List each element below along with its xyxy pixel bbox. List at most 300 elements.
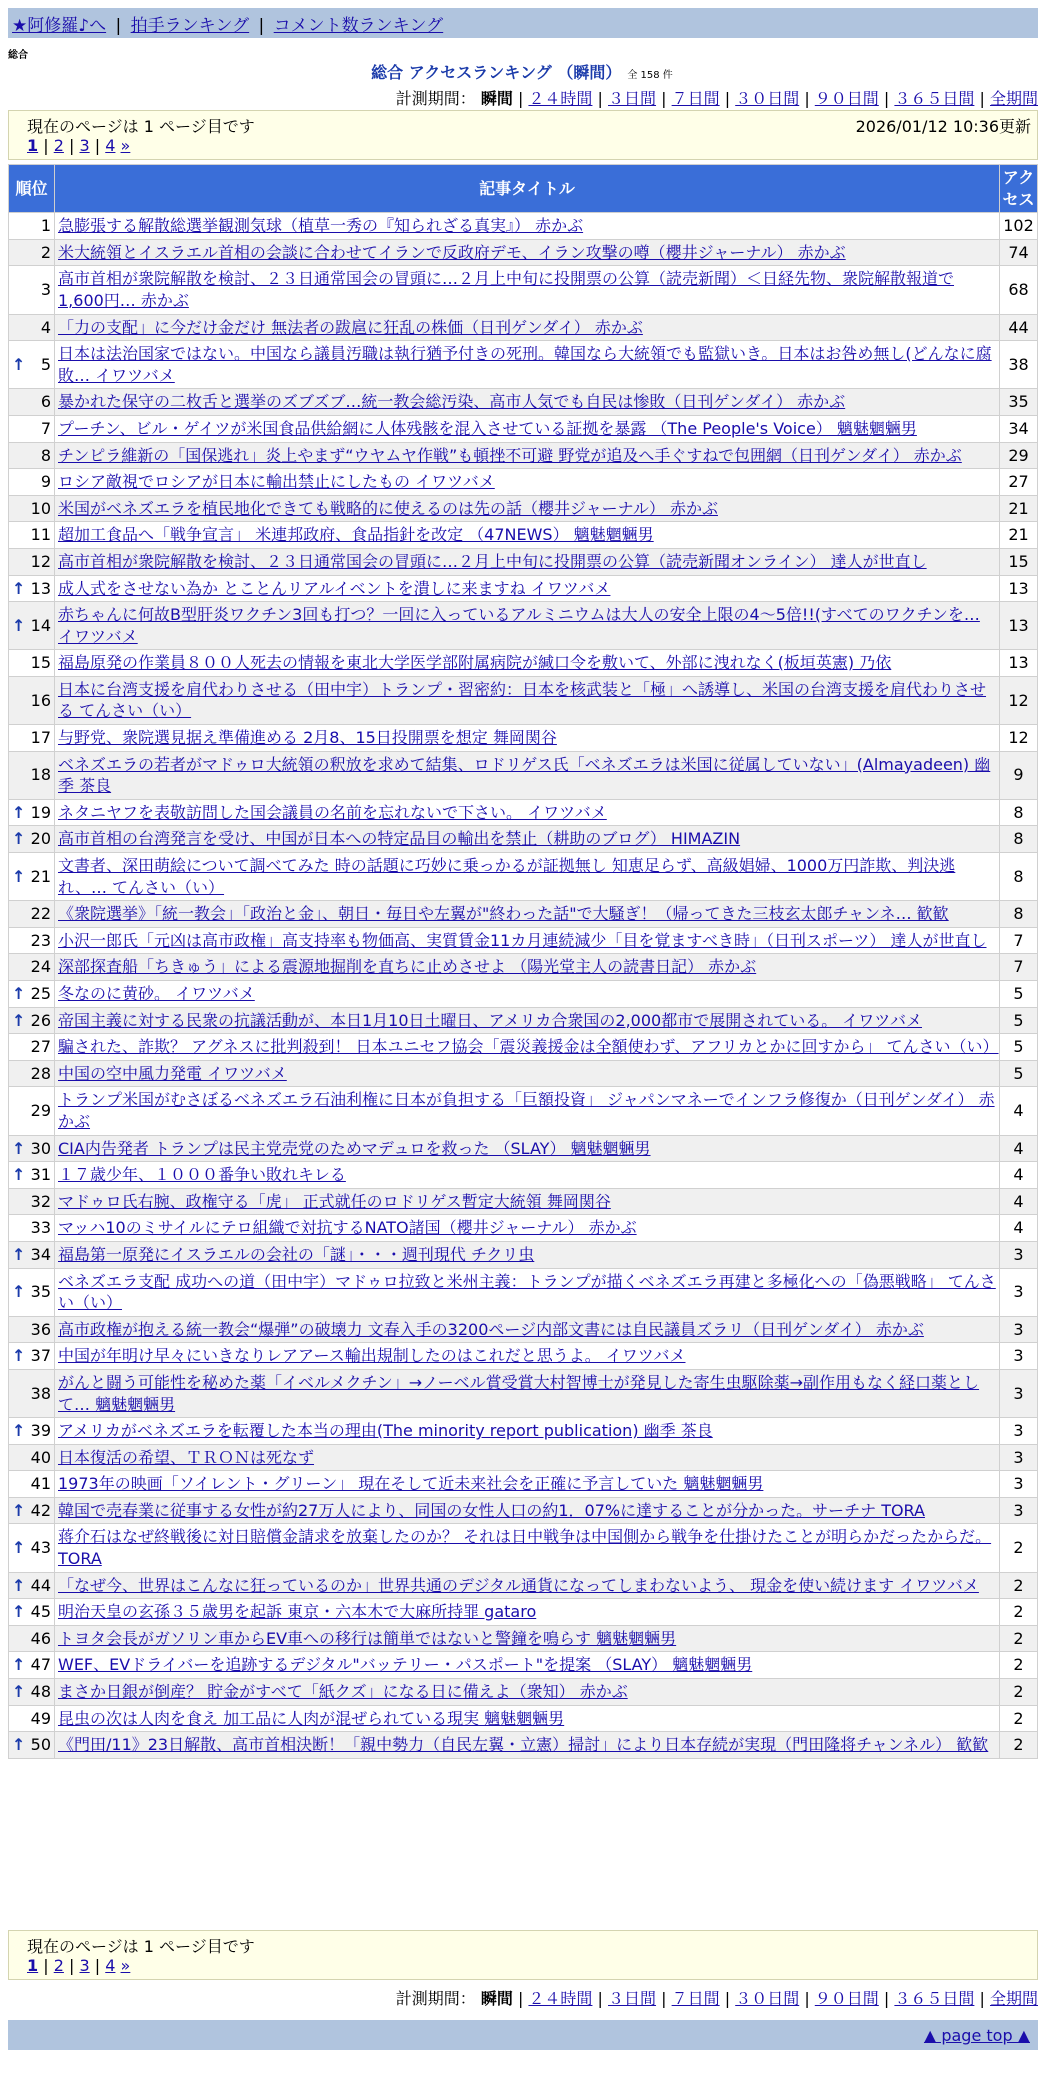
rank-cell <box>9 1268 55 1316</box>
title-cell <box>55 522 1000 549</box>
period-separator: | <box>804 1989 810 2008</box>
current-page-text: 現在のページは 1 ページ目です <box>27 117 255 136</box>
title-cell <box>55 826 1000 853</box>
title-cell <box>55 1087 1000 1135</box>
article-title-link[interactable]: 帝国主義に対する民衆の抗議活動が、本日1月10日土曜日、アメリカ合衆国の2,000都市で展開されている。 イワツバメ <box>58 1010 922 1030</box>
rank-up-arrow-icon: ↑ <box>12 1682 26 1702</box>
rank-number: 29 <box>30 1101 51 1121</box>
table-row <box>9 1060 1038 1087</box>
article-title-link[interactable]: アメリカがベネズエラを転覆した本当の理由(The minority report publication) 幽季 茶良 <box>58 1421 713 1441</box>
article-title-link[interactable]: ベネズエラ支配 成功への道（田中宇）マドゥロ拉致と米州主義：トランプが描くベネズエラ再建と多極化への「偽悪戦略」 てんさい（い） <box>58 1271 996 1313</box>
rank-cell <box>9 1732 55 1759</box>
article-title-link[interactable]: 高市政権が抱える統一教会“爆弾”の破壊力 文春入手の3200ページ内部文書には自民議員ズラリ（日刊ゲンダイ） 赤かぶ <box>58 1319 924 1339</box>
rank-cell <box>9 799 55 826</box>
top-navigation-bar <box>8 8 1038 38</box>
rank-cell <box>9 442 55 469</box>
rank-cell <box>9 522 55 549</box>
title-cell <box>55 1135 1000 1162</box>
rank-cell <box>9 266 55 314</box>
access-count: 3 <box>1000 1369 1038 1417</box>
rank-number: 20 <box>30 829 51 849</box>
table-row <box>9 1316 1038 1343</box>
title-cell <box>55 1241 1000 1268</box>
rank-number: 27 <box>30 1037 51 1057</box>
title-cell <box>55 213 1000 240</box>
access-count: 9 <box>1000 751 1038 799</box>
article-title-link[interactable]: 騙された、詐欺？ アグネスに批判殺到！ 日本ユニセフ協会「震災義援金は全額使わず、アフリカとかに回すから」 てんさい（い） <box>58 1037 999 1057</box>
period-3d-link[interactable]: ３日間 <box>608 1989 657 2008</box>
rank-number: 7 <box>40 418 51 438</box>
article-title-link[interactable]: 高市首相が衆院解散を検討、２３日通常国会の冒頭に…２月上中旬に投開票の公算（読売新聞）＜日経先物、衆院解散報道で1,600円… 赤かぶ <box>58 269 955 310</box>
rank-cell <box>9 1444 55 1471</box>
rank-number: 40 <box>30 1447 51 1467</box>
article-title-link[interactable]: 高市首相の台湾発言を受け、中国が日本への特定品目の輸出を禁止（耕助のブログ） HIMAZIN <box>58 829 741 849</box>
period-selector-bottom <box>396 1986 1038 2009</box>
rank-number: 12 <box>30 551 51 571</box>
page-link-4[interactable]: 4 <box>105 1956 116 1975</box>
period-separator: | <box>804 89 810 108</box>
access-count: 5 <box>1000 1007 1038 1034</box>
article-title-link[interactable]: １７歳少年、１０００番争い敗れキレる <box>58 1165 346 1185</box>
access-count: 3 <box>1000 1343 1038 1370</box>
table-row <box>9 1188 1038 1215</box>
title-cell <box>55 314 1000 341</box>
period-separator: | <box>517 89 524 108</box>
article-title-link[interactable]: がんと闘う可能性を秘めた薬「イベルメクチン」→ノーベル賞受賞大村智博士が発見した寄生虫駆除薬→副作用もなく経口薬として… 魑魅魍魎男 <box>58 1372 980 1414</box>
rank-number: 2 <box>40 242 51 262</box>
period-separator: | <box>517 1989 524 2008</box>
rank-number: 44 <box>30 1575 51 1595</box>
rank-number: 34 <box>30 1244 51 1264</box>
article-title-link[interactable]: 米大統領とイスラエル首相の会談に合わせてイランで反政府デモ、イラン攻撃の噂（櫻井ジャーナル） 赤かぶ <box>58 242 846 262</box>
period-365d-link[interactable]: ３６５日間 <box>894 1989 975 2008</box>
access-count: 2 <box>1000 1625 1038 1652</box>
rank-cell <box>9 725 55 752</box>
rank-cell <box>9 954 55 981</box>
article-title-link[interactable]: 「力の支配」に今だけ金だけ 無法者の跋扈に狂乱の株価（日刊ゲンダイ） 赤かぶ <box>58 317 643 337</box>
page-top-link[interactable]: ▲ page top ▲ <box>923 2026 1030 2045</box>
access-count: 7 <box>1000 927 1038 954</box>
table-row <box>9 389 1038 416</box>
title-cell <box>55 1060 1000 1087</box>
rank-cell <box>9 341 55 389</box>
rank-cell <box>9 1087 55 1135</box>
header-rank: 順位 <box>9 165 55 213</box>
ranking-table <box>8 164 1038 1759</box>
access-count: 12 <box>1000 676 1038 724</box>
rank-number: 31 <box>30 1165 51 1185</box>
title-cell <box>55 650 1000 677</box>
rank-up-arrow-icon: ↑ <box>12 1500 26 1520</box>
rank-number: 38 <box>30 1383 51 1403</box>
header-access: アクセス <box>1000 165 1038 213</box>
table-row <box>9 1162 1038 1189</box>
title-cell <box>55 1732 1000 1759</box>
table-row <box>9 751 1038 799</box>
article-title-link[interactable]: 冬なのに黄砂。 イワツバメ <box>58 984 255 1003</box>
period-separator: | <box>597 89 603 108</box>
access-count: 2 <box>1000 1679 1038 1706</box>
nav-separator: | <box>115 16 122 36</box>
period-separator: | <box>597 1989 603 2008</box>
article-title-link[interactable]: 小沢一郎氏「元凶は高市政権」高支持率も物価高、実質賃金11カ月連続減少「目を覚ますべき時」（日刊スポーツ） 達人が世直し <box>58 930 987 950</box>
page-link-2[interactable]: 2 <box>53 136 64 155</box>
page-link-3[interactable]: 3 <box>79 1956 90 1975</box>
title-cell <box>55 1471 1000 1498</box>
rank-number: 18 <box>30 765 51 785</box>
access-count: 3 <box>1000 1418 1038 1445</box>
table-row <box>9 1444 1038 1471</box>
article-title-link[interactable]: 福島原発の作業員８００人死去の情報を東北大学医学部附属病院が緘口令を敷いて、外部に洩れなく(板垣英憲) 乃依 <box>58 653 892 673</box>
article-title-link[interactable]: CIA内告発者 トランプは民主党売党のためマデュロを救った （SLAY） 魑魅魍魎男 <box>58 1138 651 1158</box>
title-cell <box>55 575 1000 602</box>
access-count: 4 <box>1000 1188 1038 1215</box>
access-count: 8 <box>1000 853 1038 901</box>
title-cell <box>55 1268 1000 1316</box>
table-row <box>9 927 1038 954</box>
access-count: 21 <box>1000 495 1038 522</box>
article-title-link[interactable]: 日本は法治国家ではない。中国なら議員汚職は執行猶予付きの死刑。韓国なら大統領でも監獄いき。日本はお咎め無し(どんなに腐敗… イワツバメ <box>58 344 992 385</box>
period-separator: | <box>979 1989 985 2008</box>
rank-cell <box>9 548 55 575</box>
title-cell <box>55 799 1000 826</box>
period-label: 計測期間： <box>395 1989 476 2008</box>
article-title-link[interactable]: 《衆院選挙》「統一教会」「政治と金」、朝日・毎日や左翼が"終わった話"で大騒ぎ！（帰ってきた三枝玄太郎チャンネ… 歓歓 <box>58 904 949 924</box>
bottom-bar <box>8 2020 1038 2050</box>
table-row <box>9 1599 1038 1626</box>
rank-up-arrow-icon: ↑ <box>12 1538 26 1558</box>
table-row <box>9 495 1038 522</box>
access-count: 8 <box>1000 799 1038 826</box>
rank-cell <box>9 469 55 496</box>
page-link-1[interactable]: 1 <box>27 1956 39 1975</box>
article-title-link[interactable]: 「なぜ今、世界はこんなに狂っているのか」世界共通のデジタル通貨になってしまわないよう、 現金を使い続けます イワツバメ <box>58 1575 979 1595</box>
article-title-link[interactable]: 韓国で売春業に従事する女性が約27万人により、同国の女性人口の約1．07%に達することが分かった。サーチナ TORA <box>58 1500 925 1520</box>
article-title-link[interactable]: 米国がベネズエラを植民地化できても戦略的に使えるのは先の話（櫻井ジャーナル） 赤かぶ <box>58 498 718 518</box>
title-cell <box>55 469 1000 496</box>
article-title-link[interactable]: 《門田/11》23日解散、高市首相決断！「親中勢力（自民左翼・立憲）掃討」により日本存続が実現（門田隆将チャンネル） 歓歓 <box>58 1735 989 1755</box>
period-current: 瞬間 <box>480 1989 513 2008</box>
access-count: 102 <box>1000 213 1038 240</box>
rank-up-arrow-icon: ↑ <box>12 1602 26 1622</box>
access-count: 44 <box>1000 314 1038 341</box>
period-30d-link[interactable]: ３０日間 <box>735 89 800 108</box>
title-cell <box>55 927 1000 954</box>
title-cell <box>55 341 1000 389</box>
pagination-separator: | <box>94 1956 101 1975</box>
rank-cell <box>9 389 55 416</box>
rank-number: 21 <box>30 866 51 886</box>
article-title-link[interactable]: ベネズエラの若者がマドゥロ大統領の釈放を求めて結集、ロドリゲス氏「ベネズエラは米国に従属していない」(Almayadeen) 幽季 茶良 <box>58 754 991 796</box>
rank-cell <box>9 1316 55 1343</box>
rank-number: 46 <box>30 1628 51 1648</box>
title-cell <box>55 1007 1000 1034</box>
rank-number: 9 <box>40 472 51 492</box>
table-row <box>9 602 1038 650</box>
access-count: 13 <box>1000 602 1038 650</box>
rank-cell <box>9 1369 55 1417</box>
next-page-link[interactable]: » <box>120 1956 131 1975</box>
rank-number: 24 <box>30 957 51 977</box>
access-count: 4 <box>1000 1087 1038 1135</box>
access-count: 8 <box>1000 901 1038 928</box>
access-count: 4 <box>1000 1162 1038 1189</box>
rank-number: 13 <box>30 578 51 598</box>
table-row <box>9 901 1038 928</box>
period-90d-link[interactable]: ９０日間 <box>814 1989 879 2008</box>
rank-number: 6 <box>40 392 51 412</box>
pagination-separator: | <box>69 136 75 155</box>
rank-up-arrow-icon: ↑ <box>12 1138 26 1158</box>
rank-cell <box>9 1241 55 1268</box>
table-row <box>9 314 1038 341</box>
article-title-link[interactable]: 暴かれた保守の二枚舌と選挙のズブズブ…統一教会総汚染、高市人気でも自民は惨敗（日刊ゲンダイ） 赤かぶ <box>58 392 846 412</box>
access-count: 68 <box>1000 266 1038 314</box>
rank-number: 19 <box>30 802 51 822</box>
period-365d-link[interactable]: ３６５日間 <box>894 89 975 108</box>
title-cell <box>55 415 1000 442</box>
table-header-row <box>9 165 1038 213</box>
table-row <box>9 522 1038 549</box>
rank-cell <box>9 575 55 602</box>
article-title-link[interactable]: 与野党、衆院選見据え準備進める 2月8、15日投開票を想定 舞岡関谷 <box>58 728 557 748</box>
table-row <box>9 954 1038 981</box>
table-row <box>9 1732 1038 1759</box>
next-page-link[interactable]: » <box>120 136 131 155</box>
table-row <box>9 442 1038 469</box>
rank-cell <box>9 314 55 341</box>
rank-number: 1 <box>40 216 51 236</box>
period-separator: | <box>661 1989 667 2008</box>
period-separator: | <box>979 89 985 108</box>
access-count: 3 <box>1000 1497 1038 1524</box>
table-row <box>9 1705 1038 1732</box>
page-link-2[interactable]: 2 <box>53 1956 64 1975</box>
table-row <box>9 725 1038 752</box>
rank-cell <box>9 927 55 954</box>
title-cell <box>55 1444 1000 1471</box>
table-row <box>9 1215 1038 1242</box>
rank-cell <box>9 650 55 677</box>
rank-cell <box>9 826 55 853</box>
article-title-link[interactable]: 文書者、深田萌絵について調べてみた 時の話題に巧妙に乗っかるが証拠無し 知恵足らず、高級娼婦、1000万円詐欺、判決逃れ、… てんさい（い） <box>58 856 956 897</box>
article-title-link[interactable]: チンピラ維新の「国保逃れ」炎上やまず“ウヤムヤ作戦”も頓挫不可避 野党が追及へ手ぐすねで包囲網（日刊ゲンダイ） 赤かぶ <box>58 445 962 465</box>
rank-number: 39 <box>30 1421 51 1441</box>
rank-number: 8 <box>40 445 51 465</box>
article-title-link[interactable]: 日本に台湾支援を肩代わりさせる（田中宇）トランプ・習密約：日本を核武装と「極」へ誘導し、米国の台湾支援を肩代わりさせる てんさい（い） <box>58 679 987 721</box>
period-90d-link[interactable]: ９０日間 <box>814 89 879 108</box>
rank-number: 42 <box>30 1500 51 1520</box>
rank-cell <box>9 239 55 266</box>
rank-up-arrow-icon: ↑ <box>12 1655 26 1675</box>
article-title-link[interactable]: マドゥロ氏右腕、政権守る「虎」 正式就任のロドリゲス暫定大統領 舞岡関谷 <box>58 1191 611 1211</box>
rank-up-arrow-icon: ↑ <box>12 1735 26 1755</box>
article-title-link[interactable]: 超加工食品へ「戦争宣言」 米連邦政府、食品指針を改定 （47NEWS） 魑魅魍魎男 <box>58 525 654 545</box>
table-row <box>9 239 1038 266</box>
rank-cell <box>9 1524 55 1572</box>
rank-cell <box>9 1679 55 1706</box>
title-cell <box>55 266 1000 314</box>
access-count: 4 <box>1000 1135 1038 1162</box>
access-count: 4 <box>1000 1215 1038 1242</box>
rank-up-arrow-icon: ↑ <box>12 1165 26 1185</box>
article-title-link[interactable]: 福島第一原発にイスラエルの会社の「謎」・・・週刊現代 チクリ虫 <box>58 1244 535 1264</box>
access-count: 3 <box>1000 1268 1038 1316</box>
access-count: 3 <box>1000 1471 1038 1498</box>
table-row <box>9 341 1038 389</box>
title-cell <box>55 1418 1000 1445</box>
article-title-link[interactable]: 深部探査船「ちきゅう」による震源地掘削を直ちに止めさせよ （陽光堂主人の読書日記） 赤かぶ <box>58 957 757 977</box>
home-link[interactable]: ★阿修羅♪へ <box>12 16 107 36</box>
article-title-link[interactable]: 日本復活の希望、ＴＲＯＮは死なず <box>58 1447 315 1467</box>
title-cell <box>55 1369 1000 1417</box>
period-all-link[interactable]: 全期間 <box>989 89 1038 108</box>
title-cell <box>55 1162 1000 1189</box>
rank-cell <box>9 1007 55 1034</box>
pagination-separator: | <box>43 136 49 155</box>
access-count: 7 <box>1000 954 1038 981</box>
period-24h-link[interactable]: ２４時間 <box>528 1989 593 2008</box>
access-count: 5 <box>1000 1034 1038 1061</box>
pagination-top <box>27 136 130 155</box>
rank-number: 10 <box>30 498 51 518</box>
title-cell <box>55 1705 1000 1732</box>
table-row <box>9 676 1038 724</box>
table-row <box>9 853 1038 901</box>
rank-number: 36 <box>30 1319 51 1339</box>
page-link-4[interactable]: 4 <box>105 136 116 155</box>
period-3d-link[interactable]: ３日間 <box>608 89 657 108</box>
title-cell <box>55 1034 1000 1061</box>
title-cell <box>55 548 1000 575</box>
access-count: 5 <box>1000 981 1038 1008</box>
rank-number: 43 <box>30 1538 51 1558</box>
rank-up-arrow-icon: ↑ <box>12 1010 26 1030</box>
rank-up-arrow-icon: ↑ <box>12 802 26 822</box>
article-title-link[interactable]: 急膨張する解散総選挙観測気球（植草一秀の『知られざる真実』） 赤かぶ <box>58 216 584 236</box>
title-cell <box>55 1215 1000 1242</box>
article-title-link[interactable]: マッハ10のミサイルにテロ組織で対抗するNATO諸国（櫻井ジャーナル） 赤かぶ <box>58 1218 637 1238</box>
access-count: 29 <box>1000 442 1038 469</box>
period-7d-link[interactable]: ７日間 <box>671 89 720 108</box>
rank-up-arrow-icon: ↑ <box>12 1421 26 1441</box>
article-title-link[interactable]: 昆虫の次は人肉を食え 加工品に人肉が混ぜられている現実 魑魅魍魎男 <box>58 1708 565 1728</box>
rank-number: 23 <box>30 930 51 950</box>
rank-cell <box>9 901 55 928</box>
period-24h-link[interactable]: ２４時間 <box>528 89 593 108</box>
rank-cell <box>9 1060 55 1087</box>
rank-up-arrow-icon: ↑ <box>12 829 26 849</box>
article-title-link[interactable]: 中国が年明け早々にいきなりレアアース輸出規制したのはこれだと思うよ。 イワツバメ <box>58 1346 686 1366</box>
pagination-separator: | <box>43 1956 49 1975</box>
rank-cell <box>9 1343 55 1370</box>
comment-ranking-link[interactable]: コメント数ランキング <box>273 16 444 36</box>
rank-cell <box>9 602 55 650</box>
access-count: 3 <box>1000 1444 1038 1471</box>
period-separator: | <box>661 89 667 108</box>
table-row <box>9 575 1038 602</box>
rank-number: 37 <box>30 1346 51 1366</box>
article-title-link[interactable]: まさか日銀が倒産？ 貯金がすべて「紙クズ」になる日に備えよ（衆知） 赤かぶ <box>58 1682 628 1702</box>
pagination-bottom <box>27 1956 130 1975</box>
updated-timestamp: 2026/01/12 10:36更新 <box>855 117 1031 136</box>
access-count: 38 <box>1000 341 1038 389</box>
rank-cell <box>9 1188 55 1215</box>
article-title-link[interactable]: トヨタ会長がガソリン車からEV車への移行は簡単ではないと警鐘を鳴らす 魑魅魍魎男 <box>58 1628 677 1648</box>
article-title-link[interactable]: プーチン、ビル・ゲイツが米国食品供給網に人体残骸を混入させている証拠を暴露 （The People's Voice） 魑魅魍魎男 <box>58 418 917 438</box>
rank-cell <box>9 1135 55 1162</box>
period-current: 瞬間 <box>480 89 513 108</box>
page-link-3[interactable]: 3 <box>79 136 90 155</box>
article-title-link[interactable]: ロシア敵視でロシアが日本に輸出禁止にしたもの イワツバメ <box>58 472 495 492</box>
rank-number: 32 <box>30 1191 51 1211</box>
ranking-title-block <box>0 60 1044 83</box>
article-title-link[interactable]: 赤ちゃんに何故B型肝炎ワクチン3回も打つ？一回に入っているアルミニウムは大人の安全上限の4～5倍!!(すべてのワクチンを… イワツバメ <box>58 605 980 646</box>
article-title-link[interactable]: 蒋介石はなぜ終戦後に対日賠償金請求を放棄したのか？ それは日中戦争は中国側から戦争を仕掛けたことが明らかだったからだ。 TORA <box>58 1527 992 1569</box>
period-7d-link[interactable]: ７日間 <box>671 1989 720 2008</box>
article-title-link[interactable]: 明治天皇の玄孫３５歳男を起訴 東京・六本木で大麻所持罪 gataro <box>58 1602 537 1622</box>
access-count: 2 <box>1000 1599 1038 1626</box>
access-count: 13 <box>1000 650 1038 677</box>
article-title-link[interactable]: トランプ米国がむさぼるベネズエラ石油利権に日本が負担する「巨額投資」 ジャパンマネーでインフラ修復か（日刊ゲンダイ） 赤かぶ <box>58 1090 995 1131</box>
ranking-title: 総合 アクセスランキング （瞬間） <box>371 63 622 82</box>
table-row <box>9 415 1038 442</box>
article-title-link[interactable]: WEF、EVドライバーを追跡するデジタル"バッテリー・パスポート"を提案 （SLAY） 魑魅魍魎男 <box>58 1655 753 1675</box>
rank-number: 3 <box>40 280 51 300</box>
title-cell <box>55 1497 1000 1524</box>
rank-number: 17 <box>30 728 51 748</box>
access-count: 3 <box>1000 1316 1038 1343</box>
rank-up-arrow-icon: ↑ <box>12 1244 26 1264</box>
category-label: 総合 <box>8 50 28 61</box>
table-row <box>9 213 1038 240</box>
access-count: 2 <box>1000 1572 1038 1599</box>
table-row <box>9 1679 1038 1706</box>
article-title-link[interactable]: ネタニヤフを表敬訪問した国会議員の名前を忘れないで下さい。 イワツバメ <box>58 802 607 822</box>
rank-up-arrow-icon: ↑ <box>12 578 26 598</box>
rank-number: 33 <box>30 1218 51 1238</box>
article-title-link[interactable]: 高市首相が衆院解散を検討、２３日通常国会の冒頭に…２月上中旬に投開票の公算（読売新聞オンライン） 達人が世直し <box>58 551 927 571</box>
article-count: 全 158 件 <box>627 70 673 81</box>
title-cell <box>55 1343 1000 1370</box>
article-title-link[interactable]: 中国の空中風力発電 イワツバメ <box>58 1063 287 1083</box>
page-info-top <box>8 110 1038 160</box>
rank-cell <box>9 1497 55 1524</box>
rank-cell <box>9 1705 55 1732</box>
rank-number: 25 <box>30 984 51 1003</box>
rank-cell <box>9 1418 55 1445</box>
table-row <box>9 266 1038 314</box>
period-separator: | <box>883 89 890 108</box>
article-title-link[interactable]: 成人式をさせない為か とことんリアルイベントを潰しに来ますね イワツバメ <box>58 578 611 598</box>
rank-up-arrow-icon: ↑ <box>12 354 26 374</box>
rank-number: 35 <box>30 1282 51 1302</box>
page-link-1[interactable]: 1 <box>27 136 39 155</box>
period-30d-link[interactable]: ３０日間 <box>735 1989 800 2008</box>
title-cell <box>55 1652 1000 1679</box>
table-row <box>9 650 1038 677</box>
title-cell <box>55 853 1000 901</box>
table-row <box>9 1007 1038 1034</box>
rank-number: 16 <box>30 690 51 710</box>
period-all-link[interactable]: 全期間 <box>989 1989 1038 2008</box>
title-cell <box>55 751 1000 799</box>
applause-ranking-link[interactable]: 拍手ランキング <box>130 16 250 36</box>
article-title-link[interactable]: 1973年の映画「ソイレント・グリーン」 現在そして近未来社会を正確に予言していた 魑魅魍魎男 <box>58 1474 764 1494</box>
rank-cell <box>9 1034 55 1061</box>
period-separator: | <box>724 1989 731 2008</box>
nav-separator: | <box>258 16 265 36</box>
